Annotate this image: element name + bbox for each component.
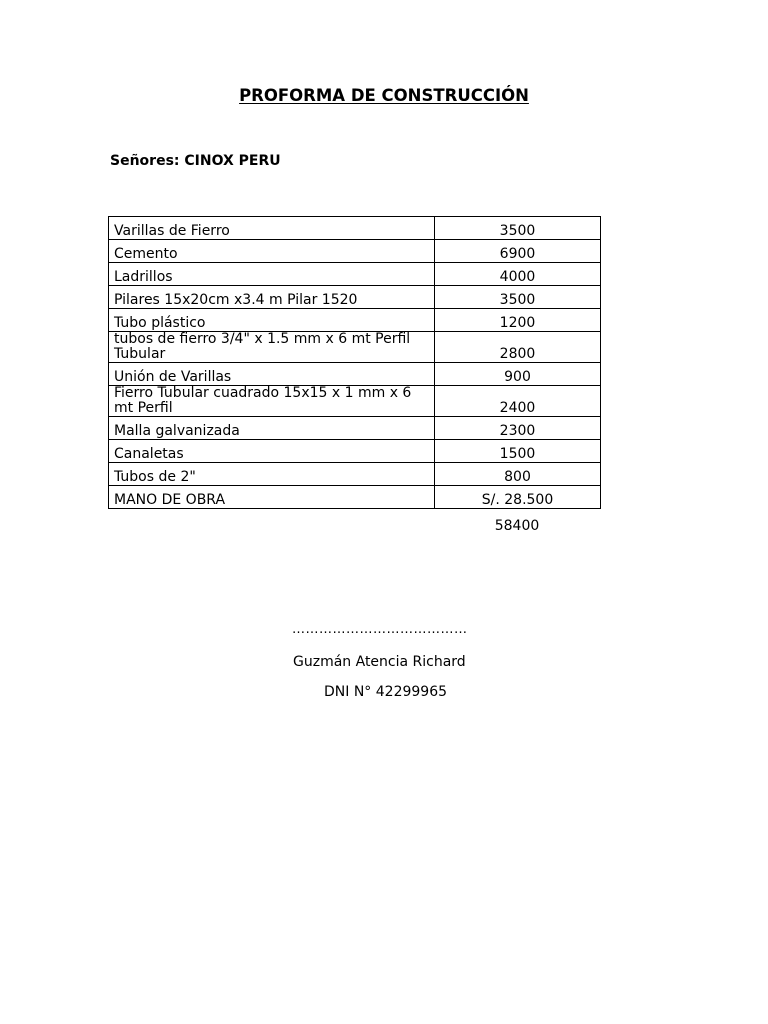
item-amount: 3500 [435,286,601,309]
item-description: Tubo plástico [109,309,435,332]
item-description: Ladrillos [109,263,435,286]
item-amount: 1500 [435,440,601,463]
item-description: Fierro Tubular cuadrado 15x15 x 1 mm x 6 mt Perfil [109,386,435,417]
table-row [109,263,601,286]
item-amount: 6900 [435,240,601,263]
table-row [109,440,601,463]
table-row [109,217,601,240]
item-amount: 2300 [435,417,601,440]
item-amount: S/. 28.500 [435,486,601,509]
item-description: Unión de Varillas [109,363,435,386]
item-description: tubos de fierro 3/4" x 1.5 mm x 6 mt Perfil Tubular [109,332,435,363]
table-row [109,386,601,417]
table-row [109,332,601,363]
item-description: Varillas de Fierro [109,217,435,240]
table-row [109,486,601,509]
item-amount: 3500 [435,217,601,240]
table-row [109,286,601,309]
total-amount: 58400 [494,518,540,534]
table-row [109,240,601,263]
item-description: MANO DE OBRA [109,486,435,509]
item-description: Canaletas [109,440,435,463]
item-description: Malla galvanizada [109,417,435,440]
item-amount: 1200 [435,309,601,332]
item-amount: 900 [435,363,601,386]
signer-dni: DNI N° 42299965 [324,684,448,700]
signature-line: ………………………………… [292,622,468,637]
item-description: Pilares 15x20cm x3.4 m Pilar 1520 [109,286,435,309]
table-row [109,363,601,386]
item-amount: 4000 [435,263,601,286]
item-amount: 2400 [435,386,601,417]
table-row [109,463,601,486]
recipient-line: Señores: CINOX PERU [110,153,281,169]
item-amount: 2800 [435,332,601,363]
document-title: PROFORMA DE CONSTRUCCIÓN [239,86,529,105]
item-description: Cemento [109,240,435,263]
table-row [109,309,601,332]
signer-name: Guzmán Atencia Richard [293,654,466,670]
item-description: Tubos de 2" [109,463,435,486]
table-row [109,417,601,440]
items-table [108,216,601,509]
item-amount: 800 [435,463,601,486]
